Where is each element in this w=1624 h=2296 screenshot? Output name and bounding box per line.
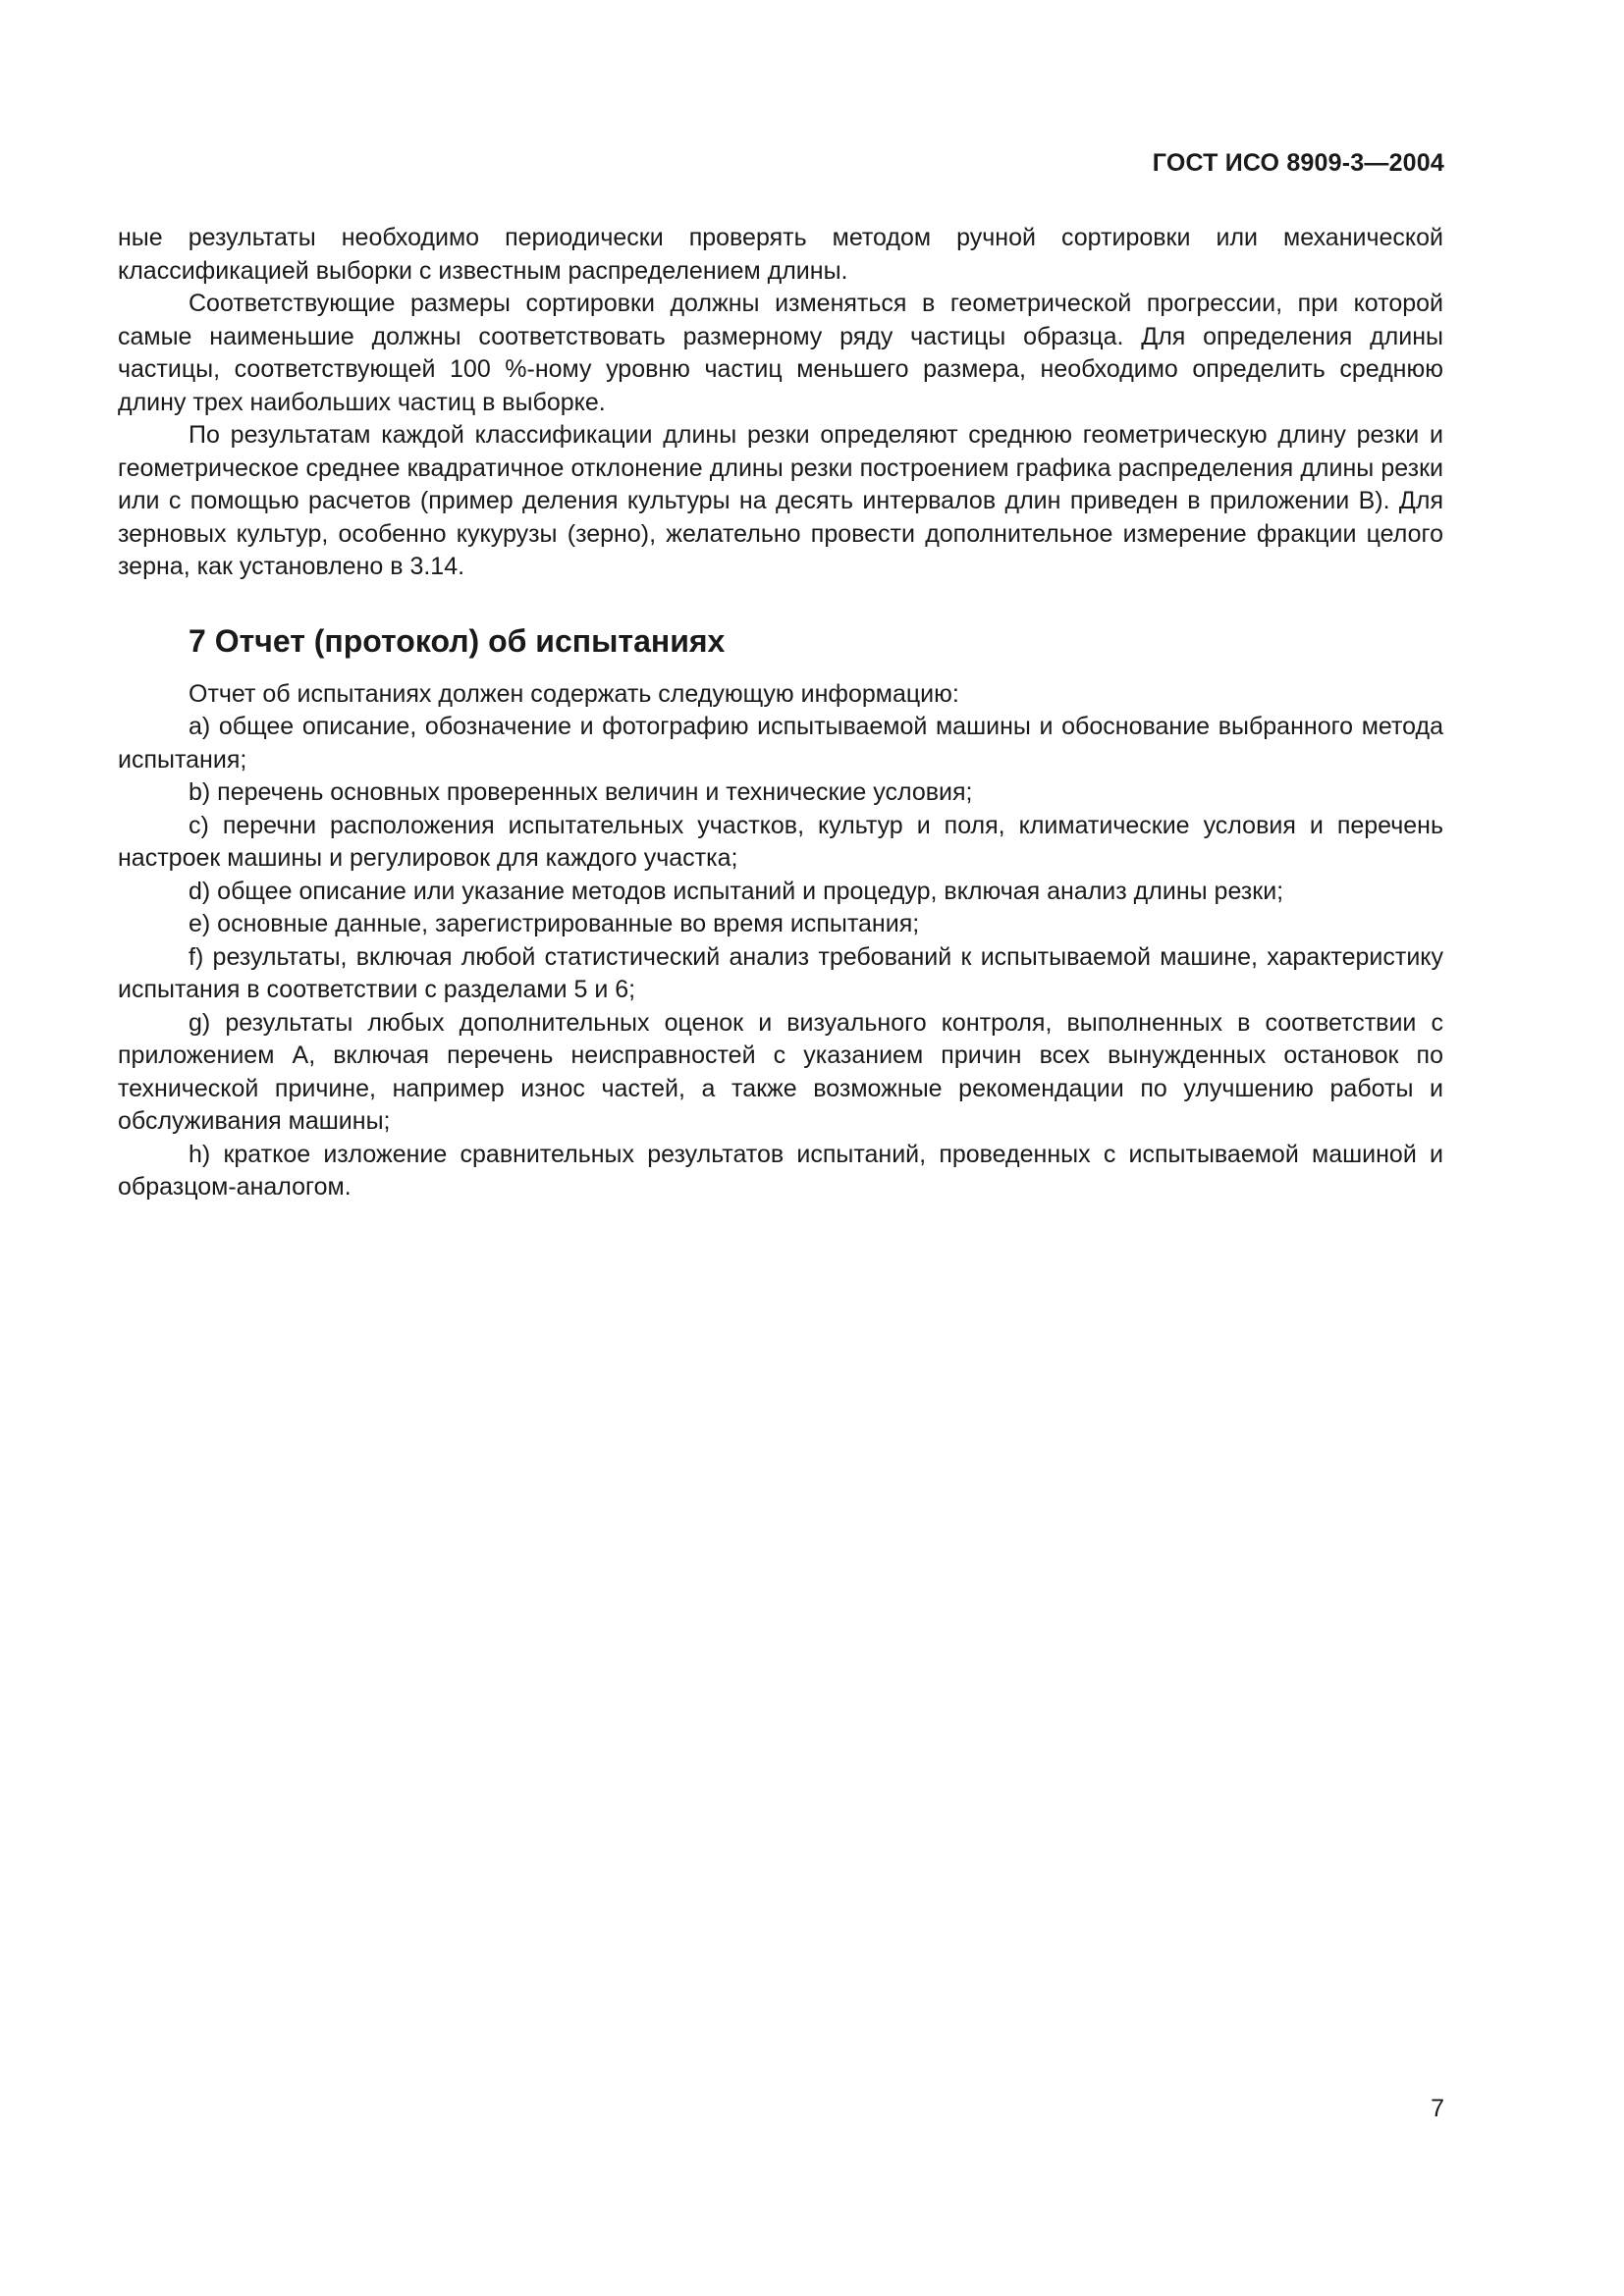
intro-paragraph-continuation: ные результаты необходимо периодически проверять методом ручной сортировки или механической классификацией выборки с известным распределением длины. [118, 224, 1443, 285]
section-7-title: 7 Отчет (протокол) об испытаниях [189, 622, 726, 659]
list-item-h: h) краткое изложение сравнительных результатов испытаний, проведенных с испытываемой машиной и образцом-аналогом. [118, 1140, 1443, 1201]
document-code: ГОСТ ИСО 8909-3—2004 [1152, 149, 1444, 177]
list-item-g: g) результаты любых дополнительных оценок и визуального контроля, выполненных в соответствии с приложением А, включая перечень неисправностей с указанием причин всех вынужденных остановок по технической причине, например износ частей, а также возможные рекомендации по улучшению работы и обслуживания машины; [118, 1008, 1443, 1135]
list-item-f: f) результаты, включая любой статистический анализ требований к испытываемой машине, характеристику испытания в соответствии с разделами 5 и 6; [118, 942, 1443, 1003]
list-item-e: e) основные данные, зарегистрированные во время испытания; [189, 910, 920, 937]
list-item-d: d) общее описание или указание методов испытаний и процедур, включая анализ длины резки; [189, 877, 1284, 905]
section-7-lead: Отчет об испытаниях должен содержать следующую информацию: [189, 679, 959, 708]
intro-paragraph: Соответствующие размеры сортировки должны изменяться в геометрической прогрессии, при которой самые наименьшие должны соответствовать размерному ряду частицы образца. Для определения длины частицы, соответствующей 100 %-ному уровню частиц меньшего размера, необходимо определить среднюю длину трех наибольших частиц в выборке. [118, 290, 1443, 416]
intro-paragraph: По результатам каждой классификации длины резки определяют среднюю геометрическую длину резки и геометрическое среднее квадратичное отклонение длины резки построением графика распределения длины резки или с помощью расчетов (пример деления культуры на десять интервалов длин приведен в приложении В). Для зерновых культур, особенно кукурузы (зерно), желательно провести дополнительное измерение фракции целого зерна, как установлено в 3.14. [118, 421, 1443, 580]
list-item-c: c) перечни расположения испытательных участков, культур и поля, климатические условия и перечень настроек машины и регулировок для каждого участка; [118, 811, 1443, 872]
page-number: 7 [1431, 2095, 1444, 2122]
list-item-a: a) общее описание, обозначение и фотографию испытываемой машины и обоснование выбранного метода испытания; [118, 713, 1443, 774]
list-item-b: b) перечень основных проверенных величин и технические условия; [189, 778, 973, 806]
page-content [118, 222, 1443, 1204]
